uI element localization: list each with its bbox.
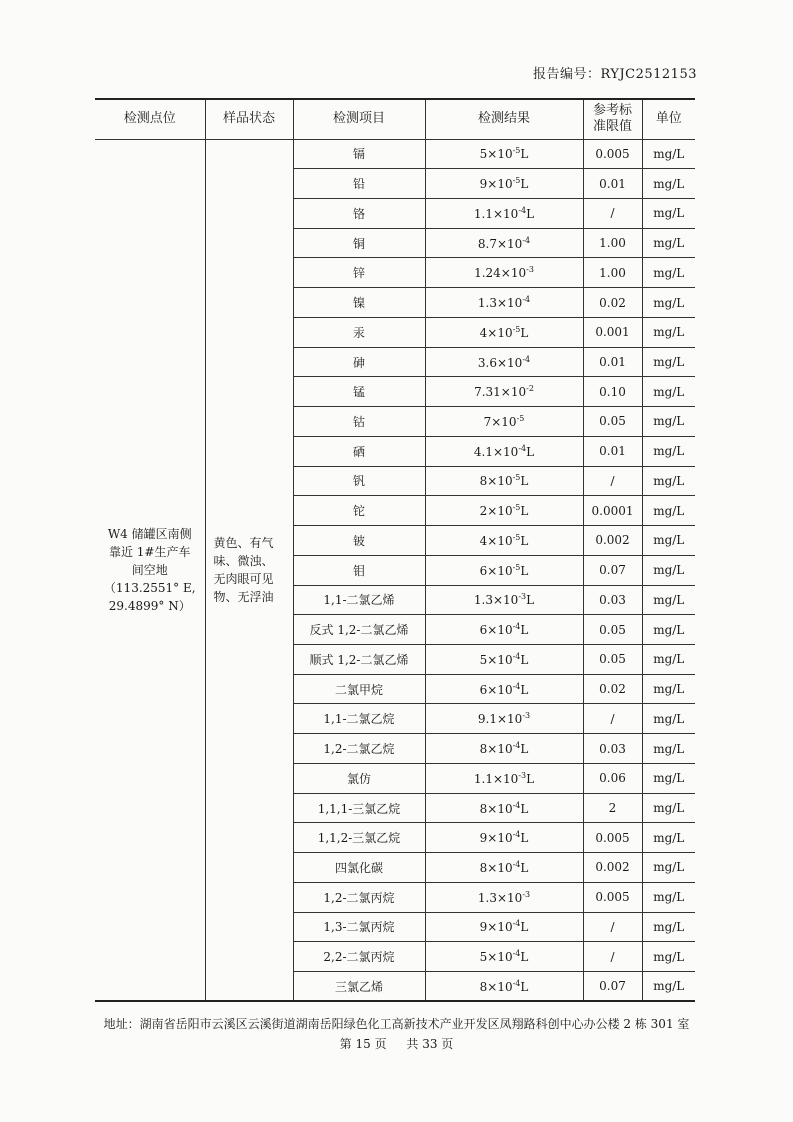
result-exponent: -5 xyxy=(516,413,525,423)
test-item-cell: 反式 1,2-二氯乙烯 xyxy=(293,615,425,645)
test-item-cell: 2,2-二氯丙烷 xyxy=(293,942,425,972)
reference-limit-cell: 0.001 xyxy=(583,317,642,347)
reference-limit-cell: / xyxy=(583,912,642,942)
reference-limit-cell: 0.05 xyxy=(583,644,642,674)
header-result: 检测结果 xyxy=(425,99,583,139)
header-point: 检测点位 xyxy=(95,99,205,139)
test-item-cell: 锌 xyxy=(293,258,425,288)
unit-cell: mg/L xyxy=(642,942,695,972)
unit-cell: mg/L xyxy=(642,674,695,704)
result-detection-flag: L xyxy=(520,474,529,489)
sample-state-line: 黄色、有气 xyxy=(213,535,274,550)
result-base: 5×10 xyxy=(479,652,513,667)
result-base: 7.31×10 xyxy=(474,385,527,400)
test-item-cell: 钼 xyxy=(293,555,425,585)
test-result-cell xyxy=(425,585,583,615)
result-exponent: -5 xyxy=(512,146,521,156)
test-item-cell: 铬 xyxy=(293,198,425,228)
unit-cell: mg/L xyxy=(642,882,695,912)
reference-limit-cell: 0.002 xyxy=(583,526,642,556)
test-item-cell: 1,2-二氯乙烷 xyxy=(293,734,425,764)
unit-cell: mg/L xyxy=(642,496,695,526)
unit-cell: mg/L xyxy=(642,407,695,437)
header-limit-line2: 准限值 xyxy=(592,119,632,135)
result-exponent: -3 xyxy=(526,265,534,275)
reference-limit-cell: 0.02 xyxy=(583,288,642,318)
unit-cell: mg/L xyxy=(642,169,695,199)
result-exponent: -4 xyxy=(512,978,521,988)
result-base: 1.1×10 xyxy=(473,206,519,221)
reference-limit-cell: / xyxy=(583,704,642,734)
reference-limit-cell: 0.05 xyxy=(583,407,642,437)
unit-cell: mg/L xyxy=(642,853,695,883)
test-item-cell: 四氯化碳 xyxy=(293,853,425,883)
test-result-cell xyxy=(425,288,583,318)
unit-cell: mg/L xyxy=(642,139,695,169)
sampling-point-line: （113.2551° E, xyxy=(103,580,196,595)
result-exponent: -5 xyxy=(512,324,521,334)
result-detection-flag: L xyxy=(520,533,529,548)
test-result-cell xyxy=(425,436,583,466)
result-exponent: -4 xyxy=(512,741,521,751)
result-base: 6×10 xyxy=(479,563,513,578)
table-body xyxy=(95,139,695,1001)
report-number: 报告编号：RYJC2512153 xyxy=(532,67,697,82)
test-result-cell xyxy=(425,317,583,347)
result-base: 8×10 xyxy=(479,860,513,875)
result-base: 8×10 xyxy=(479,979,513,994)
result-exponent: -5 xyxy=(512,503,521,513)
test-result-cell xyxy=(425,169,583,199)
result-detection-flag: L xyxy=(520,563,529,578)
reference-limit-cell: 0.03 xyxy=(583,734,642,764)
test-item-cell: 汞 xyxy=(293,317,425,347)
unit-cell: mg/L xyxy=(642,793,695,823)
sample-state-line: 味、微浊、 xyxy=(213,553,274,568)
test-result-cell xyxy=(425,615,583,645)
reference-limit-cell: 0.01 xyxy=(583,436,642,466)
result-detection-flag: L xyxy=(526,444,535,459)
unit-cell: mg/L xyxy=(642,704,695,734)
result-exponent: -4 xyxy=(512,919,521,929)
test-result-cell xyxy=(425,228,583,258)
test-item-cell: 铍 xyxy=(293,526,425,556)
result-exponent: -5 xyxy=(512,176,521,186)
test-item-cell: 钴 xyxy=(293,407,425,437)
unit-cell: mg/L xyxy=(642,734,695,764)
page-number: 第 15 页 xyxy=(339,1037,387,1051)
result-base: 9×10 xyxy=(479,920,513,935)
unit-cell: mg/L xyxy=(642,347,695,377)
test-item-cell: 1,1-二氯乙烷 xyxy=(293,704,425,734)
unit-cell: mg/L xyxy=(642,466,695,496)
reference-limit-cell: 0.10 xyxy=(583,377,642,407)
test-item-cell: 二氯甲烷 xyxy=(293,674,425,704)
result-detection-flag: L xyxy=(520,177,529,192)
result-base: 2×10 xyxy=(479,504,513,519)
unit-cell: mg/L xyxy=(642,526,695,556)
test-item-cell: 1,3-二氯丙烷 xyxy=(293,912,425,942)
result-exponent: -5 xyxy=(512,473,521,483)
unit-cell: mg/L xyxy=(642,972,695,1002)
reference-limit-cell: 0.02 xyxy=(583,674,642,704)
test-result-cell xyxy=(425,763,583,793)
test-result-cell xyxy=(425,526,583,556)
header-state: 样品状态 xyxy=(205,99,293,139)
unit-cell: mg/L xyxy=(642,615,695,645)
reference-limit-cell: 0.03 xyxy=(583,585,642,615)
result-base: 8×10 xyxy=(479,801,513,816)
result-detection-flag: L xyxy=(526,206,535,221)
reference-limit-cell: 0.005 xyxy=(583,823,642,853)
test-result-cell xyxy=(425,644,583,674)
result-base: 5×10 xyxy=(479,147,513,162)
unit-cell: mg/L xyxy=(642,317,695,347)
sampling-point-cell xyxy=(95,139,205,1001)
test-item-cell: 镉 xyxy=(293,139,425,169)
sampling-point-line: W4 储罐区南侧 xyxy=(107,526,192,541)
test-result-cell xyxy=(425,942,583,972)
result-base: 9×10 xyxy=(479,177,513,192)
test-item-cell: 顺式 1,2-二氯乙烯 xyxy=(293,644,425,674)
test-item-cell: 锰 xyxy=(293,377,425,407)
test-item-cell: 1,1-二氯乙烯 xyxy=(293,585,425,615)
unit-cell: mg/L xyxy=(642,585,695,615)
result-exponent: -2 xyxy=(526,384,534,394)
test-result-cell xyxy=(425,139,583,169)
result-detection-flag: L xyxy=(520,504,529,519)
result-exponent: -4 xyxy=(512,651,521,661)
test-result-cell xyxy=(425,347,583,377)
unit-cell: mg/L xyxy=(642,912,695,942)
header-unit: 单位 xyxy=(642,99,695,139)
result-base: 9×10 xyxy=(479,831,513,846)
result-exponent: -3 xyxy=(522,889,531,899)
test-result-cell xyxy=(425,407,583,437)
result-base: 3.6×10 xyxy=(477,355,523,370)
result-detection-flag: L xyxy=(520,742,529,757)
result-base: 1.24×10 xyxy=(474,266,527,281)
unit-cell: mg/L xyxy=(642,823,695,853)
result-detection-flag: L xyxy=(520,979,529,994)
page-total: 共 33 页 xyxy=(406,1037,454,1051)
result-exponent: -4 xyxy=(522,354,531,364)
result-detection-flag: L xyxy=(520,623,529,638)
reference-limit-cell: 0.07 xyxy=(583,972,642,1002)
result-base: 6×10 xyxy=(479,682,513,697)
reference-limit-cell: / xyxy=(583,466,642,496)
unit-cell: mg/L xyxy=(642,436,695,466)
result-exponent: -4 xyxy=(512,830,521,840)
result-exponent: -4 xyxy=(512,800,521,810)
unit-cell: mg/L xyxy=(642,198,695,228)
result-exponent: -4 xyxy=(518,205,527,215)
unit-cell: mg/L xyxy=(642,377,695,407)
reference-limit-cell: 0.07 xyxy=(583,555,642,585)
result-detection-flag: L xyxy=(520,920,529,935)
test-result-cell xyxy=(425,377,583,407)
test-result-cell xyxy=(425,704,583,734)
reference-limit-cell: 0.06 xyxy=(583,763,642,793)
sample-state-cell xyxy=(205,139,293,1001)
test-item-cell: 铜 xyxy=(293,228,425,258)
result-base: 1.3×10 xyxy=(473,593,519,608)
result-base: 4.1×10 xyxy=(473,444,519,459)
result-detection-flag: L xyxy=(526,593,535,608)
test-result-cell xyxy=(425,882,583,912)
result-exponent: -4 xyxy=(512,681,521,691)
unit-cell: mg/L xyxy=(642,288,695,318)
result-detection-flag: L xyxy=(526,771,535,786)
result-exponent: -5 xyxy=(512,532,521,542)
result-base: 8.7×10 xyxy=(477,236,523,251)
result-base: 7×10 xyxy=(483,414,517,429)
result-base: 1.3×10 xyxy=(477,296,523,311)
result-exponent: -4 xyxy=(522,235,531,245)
result-detection-flag: L xyxy=(520,801,529,816)
test-result-cell xyxy=(425,853,583,883)
result-base: 6×10 xyxy=(479,623,513,638)
result-detection-flag: L xyxy=(520,652,529,667)
footer-pagination xyxy=(0,1035,793,1052)
sampling-point-line: 间空地 xyxy=(131,562,168,577)
result-base: 1.1×10 xyxy=(473,771,519,786)
reference-limit-cell: 1.00 xyxy=(583,258,642,288)
reference-limit-cell: 0.002 xyxy=(583,853,642,883)
test-result-cell xyxy=(425,258,583,288)
sample-state-line: 无肉眼可见 xyxy=(213,571,274,586)
sampling-point-line: 靠近 1#生产车 xyxy=(108,544,191,559)
result-base: 4×10 xyxy=(479,325,513,340)
test-result-cell xyxy=(425,823,583,853)
sampling-point-line: 29.4899° N） xyxy=(108,598,191,613)
test-item-cell: 砷 xyxy=(293,347,425,377)
reference-limit-cell: 0.05 xyxy=(583,615,642,645)
result-exponent: -3 xyxy=(522,711,531,721)
result-exponent: -4 xyxy=(522,295,531,305)
reference-limit-cell: / xyxy=(583,198,642,228)
test-item-cell: 镍 xyxy=(293,288,425,318)
test-item-cell: 氯仿 xyxy=(293,763,425,793)
result-detection-flag: L xyxy=(520,831,529,846)
test-result-cell xyxy=(425,466,583,496)
test-result-cell xyxy=(425,555,583,585)
result-detection-flag: L xyxy=(520,682,529,697)
reference-limit-cell: 2 xyxy=(583,793,642,823)
result-base: 4×10 xyxy=(479,533,513,548)
unit-cell: mg/L xyxy=(642,763,695,793)
sample-state-line: 物、无浮油 xyxy=(213,589,274,604)
result-base: 1.3×10 xyxy=(477,890,523,905)
test-result-cell xyxy=(425,496,583,526)
test-item-cell: 硒 xyxy=(293,436,425,466)
result-exponent: -3 xyxy=(518,770,527,780)
test-item-cell: 钒 xyxy=(293,466,425,496)
reference-limit-cell: 0.005 xyxy=(583,882,642,912)
test-result-cell xyxy=(425,912,583,942)
test-result-cell xyxy=(425,793,583,823)
result-exponent: -4 xyxy=(512,949,521,959)
test-result-cell xyxy=(425,734,583,764)
reference-limit-cell: 0.01 xyxy=(583,347,642,377)
test-item-cell: 三氯乙烯 xyxy=(293,972,425,1002)
results-table xyxy=(95,98,695,1002)
test-result-cell xyxy=(425,972,583,1002)
reference-limit-cell: 1.00 xyxy=(583,228,642,258)
unit-cell: mg/L xyxy=(642,228,695,258)
test-item-cell: 1,1,1-三氯乙烷 xyxy=(293,793,425,823)
test-item-cell: 1,2-二氯丙烷 xyxy=(293,882,425,912)
test-item-cell: 铊 xyxy=(293,496,425,526)
reference-limit-cell: 0.0001 xyxy=(583,496,642,526)
footer-address: 地址：湖南省岳阳市云溪区云溪街道湖南岳阳绿色化工高新技术产业开发区凤翔路科创中心办公楼 2 栋 301 室 xyxy=(103,1017,690,1031)
unit-cell: mg/L xyxy=(642,644,695,674)
result-base: 8×10 xyxy=(479,474,513,489)
result-exponent: -4 xyxy=(512,622,521,632)
test-result-cell xyxy=(425,198,583,228)
header-item: 检测项目 xyxy=(293,99,425,139)
test-item-cell: 铅 xyxy=(293,169,425,199)
result-exponent: -3 xyxy=(518,592,527,602)
reference-limit-cell: 0.005 xyxy=(583,139,642,169)
result-detection-flag: L xyxy=(520,325,529,340)
result-detection-flag: L xyxy=(520,147,529,162)
result-exponent: -4 xyxy=(512,859,521,869)
result-exponent: -5 xyxy=(512,562,521,572)
header-limit-line1: 参考标 xyxy=(592,103,632,119)
table-row xyxy=(95,139,695,169)
result-exponent: -4 xyxy=(518,443,527,453)
unit-cell: mg/L xyxy=(642,555,695,585)
unit-cell: mg/L xyxy=(642,258,695,288)
table-header-row xyxy=(95,99,695,139)
result-base: 8×10 xyxy=(479,742,513,757)
reference-limit-cell: 0.01 xyxy=(583,169,642,199)
result-detection-flag: L xyxy=(520,950,529,965)
test-result-cell xyxy=(425,674,583,704)
test-item-cell: 1,1,2-三氯乙烷 xyxy=(293,823,425,853)
result-detection-flag: L xyxy=(520,860,529,875)
result-base: 5×10 xyxy=(479,950,513,965)
reference-limit-cell: / xyxy=(583,942,642,972)
result-base: 9.1×10 xyxy=(477,712,523,727)
header-limit xyxy=(583,99,642,139)
